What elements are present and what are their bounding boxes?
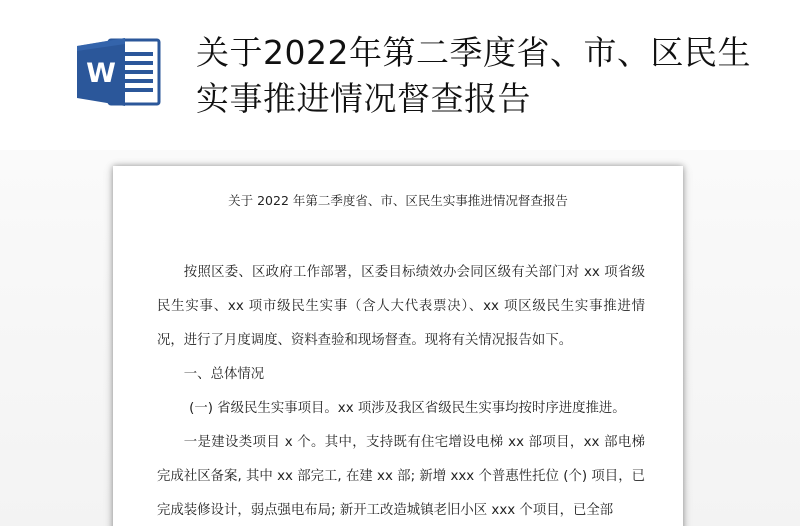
word-document-icon xyxy=(75,36,163,108)
section-heading: 一、总体情况 xyxy=(183,367,265,382)
document-heading: 关于 2022 年第二季度省、市、区民生实事推进情况督查报告 xyxy=(228,193,568,208)
document-page xyxy=(113,166,683,526)
paragraph: (一) 省级民生实事项目。xx 项涉及我区省级民生实事均按时序进度推进。 xyxy=(189,401,626,416)
paragraph: 按照区委、区政府工作部署，区委目标绩效办会同区级有关部门对 xx 项省级民生实事、xx 项市级民生实事（含人大代表票决）、xx 项区级民生实事推进情况，进行了月度调度、资料查验和现场督查。现将有关情况报告如下。 xyxy=(157,265,645,348)
svg-text:W: W xyxy=(86,58,116,89)
document-body xyxy=(157,256,645,526)
page-title: 关于2022年第二季度省、市、区民生实事推进情况督查报告 xyxy=(196,33,751,118)
header xyxy=(0,0,800,150)
paragraph: 一是建设类项目 x 个。其中，支持既有住宅增设电梯 xx 部项目，xx 部电梯完成社区备案, 其中 xx 部完工, 在建 xx 部; 新增 xxx 个普惠性托位 (个) 项目，已完成装修设计，弱点强电布局; 新开工改造城镇老旧小区 xxx 个项目，已全部 xyxy=(157,435,645,518)
